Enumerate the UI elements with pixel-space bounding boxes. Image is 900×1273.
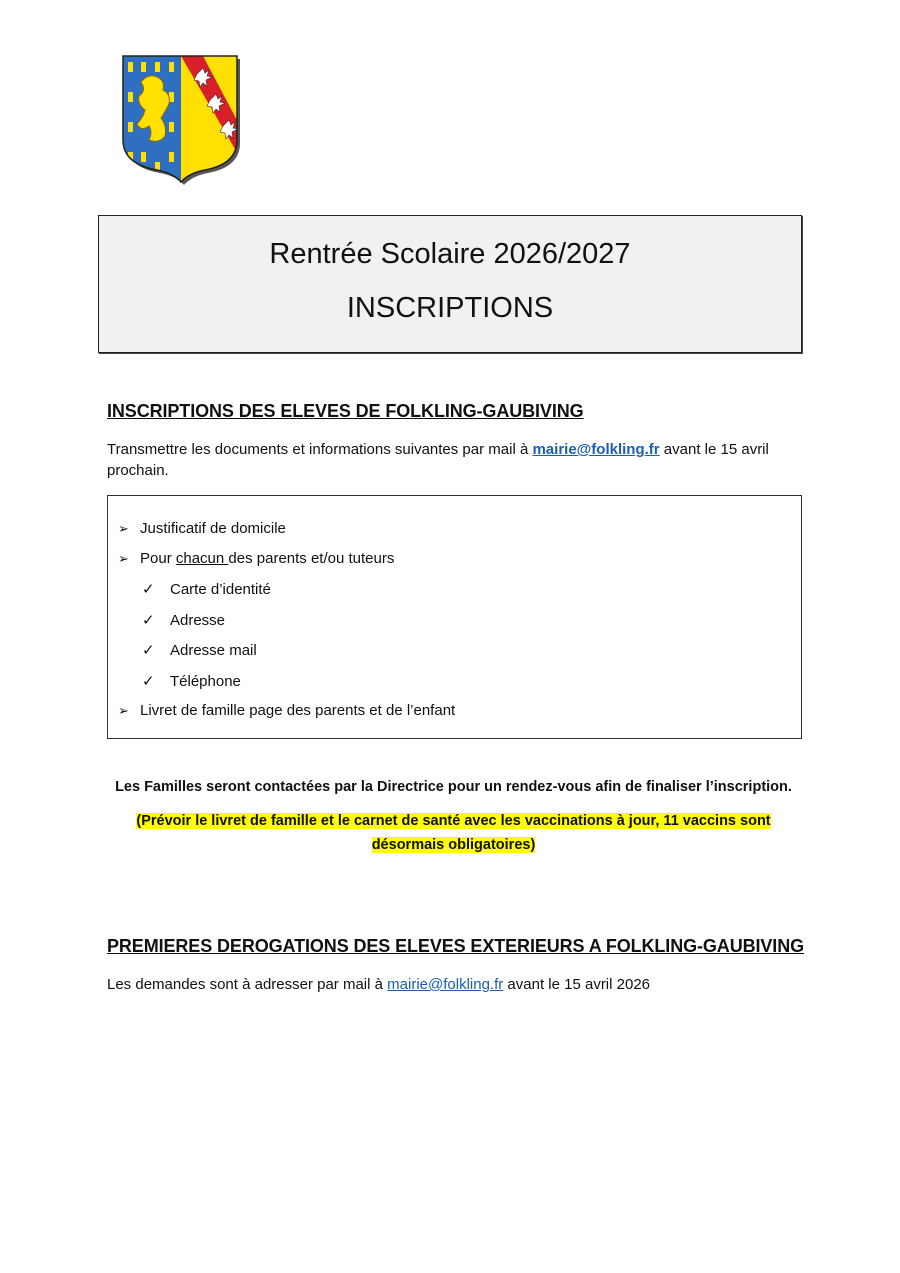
required-documents-box <box>107 495 802 739</box>
coat-of-arms-icon <box>119 52 243 186</box>
sub-list-item: ✓ Téléphone <box>142 673 241 690</box>
list-item: ➢ Pour chacun des parents et/ou tuteurs <box>118 550 395 567</box>
arrowhead-bullet-icon: ➢ <box>118 521 129 536</box>
contact-notice: Les Familles seront contactées par la Directrice pour un rendez-vous afin de finaliser l’inscription. <box>115 779 792 795</box>
vaccination-notice <box>107 809 800 857</box>
list-item: ➢ Livret de famille page des parents et de l’enfant <box>118 702 456 719</box>
intro-text: Transmettre les documents et informations suivantes par mail à <box>107 441 533 458</box>
highlight-line2: désormais obligatoires) <box>371 837 536 853</box>
sub-list-item: ✓ Adresse mail <box>142 642 257 659</box>
arrowhead-bullet-icon: ➢ <box>118 551 129 566</box>
email-link[interactable]: mairie@folkling.fr <box>387 976 504 993</box>
derogations-text: Les demandes sont à adresser par mail à mairie@folkling.fr avant le 15 avril 2026 <box>107 976 651 993</box>
checkmark-icon: ✓ <box>142 612 155 629</box>
arrowhead-bullet-icon: ➢ <box>118 703 129 718</box>
list-item: ➢ Justificatif de domicile <box>118 520 286 537</box>
checkmark-icon: ✓ <box>142 673 155 690</box>
page-title: Rentrée Scolaire 2026/2027 <box>269 238 631 270</box>
sub-list-item: ✓ Adresse <box>142 612 226 629</box>
intro-text-line2: prochain. <box>107 462 169 479</box>
intro-text-end: avant le 15 avril <box>659 441 769 458</box>
page-subtitle: INSCRIPTIONS <box>346 292 554 324</box>
title-box <box>98 215 802 353</box>
section-heading-derogations: PREMIERES DEROGATIONS DES ELEVES EXTERIEURS A FOLKLING-GAUBIVING <box>107 936 805 956</box>
checkmark-icon: ✓ <box>142 642 155 659</box>
section-intro <box>107 439 797 481</box>
section-heading-inscriptions: INSCRIPTIONS DES ELEVES DE FOLKLING-GAUBIVING <box>107 401 584 421</box>
email-link[interactable]: mairie@folkling.fr <box>532 441 660 458</box>
highlight-line1: (Prévoir le livret de famille et le carnet de santé avec les vaccinations à jour, 11 vaccins sont <box>136 813 771 829</box>
checkmark-icon: ✓ <box>142 581 155 598</box>
sub-list-item: ✓ Carte d’identité <box>142 581 271 598</box>
